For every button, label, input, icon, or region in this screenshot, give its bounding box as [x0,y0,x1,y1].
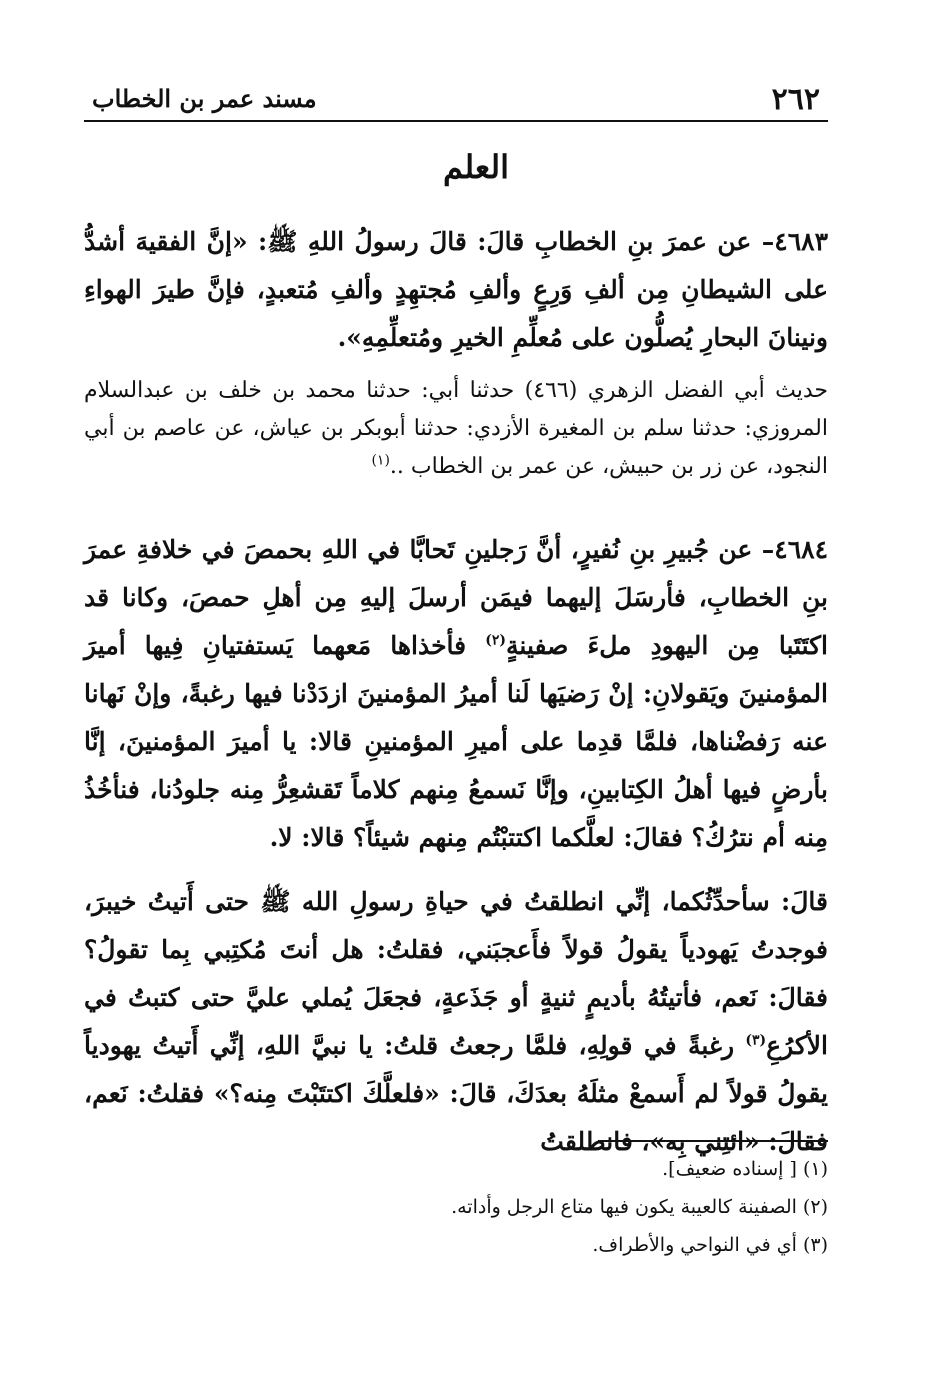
page-number: ٢٦٢ [771,82,820,117]
hadith-number: ٤٦٨٣ [774,227,828,256]
footnote-ref[interactable]: (٣) [745,1032,767,1049]
isnad-text: حديث أبي الفضل الزهري (٤٦٦) حدثنا أبي: حدثنا محمد بن خلف بن عبدالسلام المروزي: حدثنا سلم بن المغيرة الأزدي: حدثنا أبوبكر بن عياش، عن عاصم بن أبي النجود، عن زر بن حبيش، عن عمر بن الخطاب .. [84,378,828,479]
hadith-text: رغبةً في قولِهِ، فلمَّا رجعتُ قلتُ: يا نبيَّ اللهِ، إنِّي أَتيتُ يهودياً يقولُ قولاً لم أَسمعْ مثلَهُ بعدَكَ، قالَ: «فلعلَّكَ اكتتَبْتَ مِنه؟» فقلتُ: نَعم، فقالَ: «ائتِني بِه»، فانطلقتُ [84,1031,828,1156]
hadith-text: قالَ: سأحدِّثُكما، إنِّي انطلقتُ في حياةِ رسولِ الله ﷺ حتى أَتيتُ خيبرَ، فوجدتُ يَهودياً يقولُ قولاً فأَعجبَني، فقلتُ: هل أنتَ مُكتِبي بِما تقولُ؟ فقالَ: نَعم، فأتيتُهُ بأديمٍ ثنيةٍ أو جَذَعةٍ، فجعَلَ يُملي عليَّ حتى كتبتُ في الأكرُعِ [84,887,828,1060]
footnotes [124,1150,828,1264]
footnote-1: (١) [ إسناده ضعيف]. [662,1158,828,1180]
hadith-text: – عن جُبيرِ بنِ نُفيرٍ، أنَّ رَجلينِ تَحابَّا في اللهِ بحمصَ في خلافةِ عمرَ بنِ الخطابِ، فأرسَلَ إليهما فيمَن أرسلَ إليهِ مِن أهلِ حمصَ، وكانا قد اكتَتَبا مِن اليهودِ ملءَ صفينةٍ [84,535,828,660]
footnote-2: (٢) الصفينة كالعيبة يكون فيها متاع الرجل وأداته. [451,1196,828,1218]
hadith-text: – عن عمرَ بنِ الخطابِ قالَ: قالَ رسولُ اللهِ ﷺ: «إنَّ الفقيهَ أشدُّ على الشيطانِ مِن ألفِ وَرِعٍ وألفِ مُجتهِدٍ وألفِ مُتعبدٍ، فإنَّ طيرَ الهواءِ ونينانَ البحارِ يُصلُّون على مُعلِّمِ الخيرِ ومُتعلِّمِهِ». [84,227,828,352]
hadith-number: ٤٦٨٤ [774,535,828,564]
hadith-4683 [84,218,828,362]
hadith-4684-continuation [84,878,828,1166]
hadith-text: فأخذاها مَعهما يَستفتيانِ فِيها أميرَ المؤمنينَ ويَقولانِ: إنْ رَضيَها لَنا أميرُ المؤمنينَ ازدَدْنا فيها رغبةً، وإنْ نَهانا عنه رَفضْناها، فلمَّا قدِما على أميرِ المؤمنينِ قالا: يا أميرَ المؤمنينَ، إنَّا بأرضٍ فيها أهلُ الكِتابينِ، وإنَّا نَسمعُ مِنهم كلاماً تَقشعِرُّ مِنه جلودُنا، فنأخُذُ مِنه أم نترُكُ؟ فقالَ: لعلَّكما اكتتبْتُم مِنهم شيئاً؟ قالا: لا. [84,631,828,852]
page-header [84,80,828,122]
footnote-ref[interactable]: (١) [371,452,390,469]
footnote-ref[interactable]: (٢) [485,632,506,649]
hadith-4684 [84,526,828,862]
running-title: مسند عمر بن الخطاب [92,84,317,113]
footnote-3: (٣) أي في النواحي والأطراف. [592,1234,828,1256]
section-title: العلم [443,148,509,186]
footnote-divider [598,1140,828,1142]
isnad-4683 [84,372,828,486]
